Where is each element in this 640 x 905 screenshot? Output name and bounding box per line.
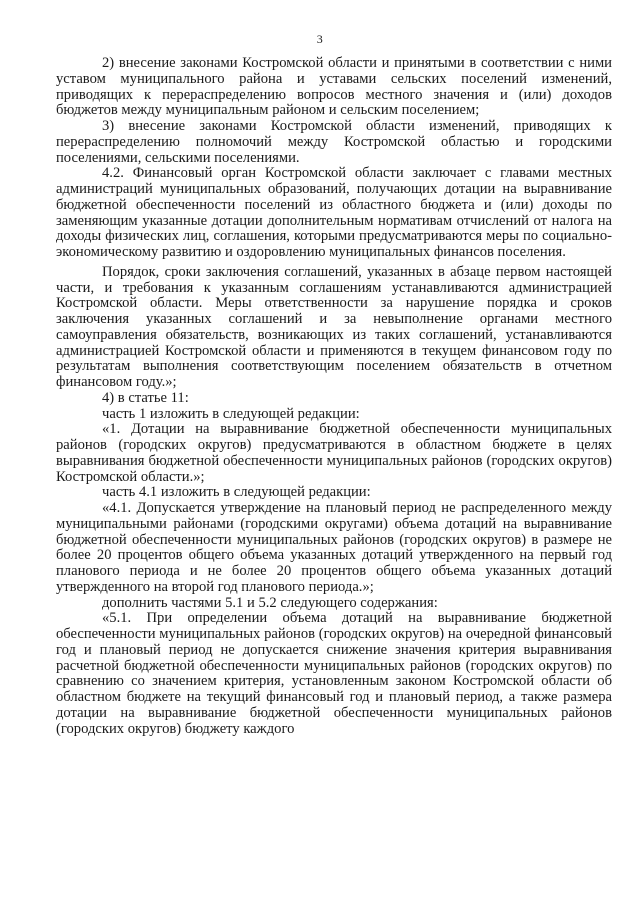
paragraph-article-11: 4) в статье 11:	[102, 389, 189, 406]
paragraph-part-1-instruction: часть 1 изложить в следующей редакции:	[102, 405, 360, 422]
paragraph-part-5-1-text: «5.1. При определении объема дотаций на выравнивание бюджетной обеспеченности муниципальных районов (городских округов) на очередной финансовый год и плановый период не допускается снижение значения критерия выравнивания расчетной бюджетной обеспеченности муниципальных районов (городских округов) по сравнению со значением критерия, установленным законом Костромской области об областном бюджете на текущий финансовый год и плановый период, а также размера дотации на выравнивание бюджетной обеспеченности муниципальных районов (городских округов) бюджету каждого	[56, 610, 612, 737]
paragraph-item-2: 2) внесение законами Костромской области и принятыми в соответствии с ними уставом муниципального района и уставами сельских поселений изменений, приводящих к перераспределению вопросов местного значения и (или) доходов бюджетов между муниципальным районом и сельским поселением;	[56, 55, 612, 119]
page-number: 3	[316, 32, 324, 46]
paragraph-item-3: 3) внесение законами Костромской области изменений, приводящих к перераспределению полномочий между Костромской областью и городскими поселениями, сельскими поселениями.	[56, 118, 612, 166]
paragraph-part-4-2: 4.2. Финансовый орган Костромской области заключает с главами местных администраций муниципальных образований, получающих дотации на выравнивание бюджетной обеспеченности поселений из областного бюджета и (или) доходы по заменяющим указанные дотации дополнительным нормативам отчислений от налога на доходы физических лиц, соглашения, которыми предусматриваются меры по социально-экономическому развитию и оздоровлению муниципальных финансов поселения.	[56, 165, 612, 260]
paragraph-part-1-text: «1. Дотации на выравнивание бюджетной обеспеченности муниципальных районов (городских округов) предусматриваются в областном бюджете в целях выравнивания бюджетной обеспеченности муниципальных районов (городских округов) Костромской области.»;	[56, 421, 612, 485]
document-body	[56, 56, 612, 737]
paragraph-part-4-1-text: «4.1. Допускается утверждение на плановый период не распределенного между муниципальными районами (городскими округами) объема дотаций на выравнивание бюджетной обеспеченности муниципальных районов (городских округов) в размере не более 20 процентов общего объема указанных дотаций утвержденного на первый год планового периода и не более 20 процентов общего объема указанных дотаций утвержденного на второй год планового периода.»;	[56, 500, 612, 595]
paragraph-procedure: Порядок, сроки заключения соглашений, указанных в абзаце первом настоящей части, и требования к указанным соглашениям устанавливаются администрацией Костромской области. Меры ответственности за нарушение порядка и сроков заключения указанных соглашений и за невыполнение органами местного самоуправления обязательств, возникающих из таких соглашений, устанавливаются администрацией Костромской области и применяются в текущем финансовом году по результатам выполнения соответствующим поселением обязательств в отчетном финансовом году.»;	[56, 263, 612, 390]
paragraph-part-4-1-instruction: часть 4.1 изложить в следующей редакции:	[102, 484, 371, 501]
paragraph-parts-5-instruction: дополнить частями 5.1 и 5.2 следующего содержания:	[102, 594, 438, 611]
